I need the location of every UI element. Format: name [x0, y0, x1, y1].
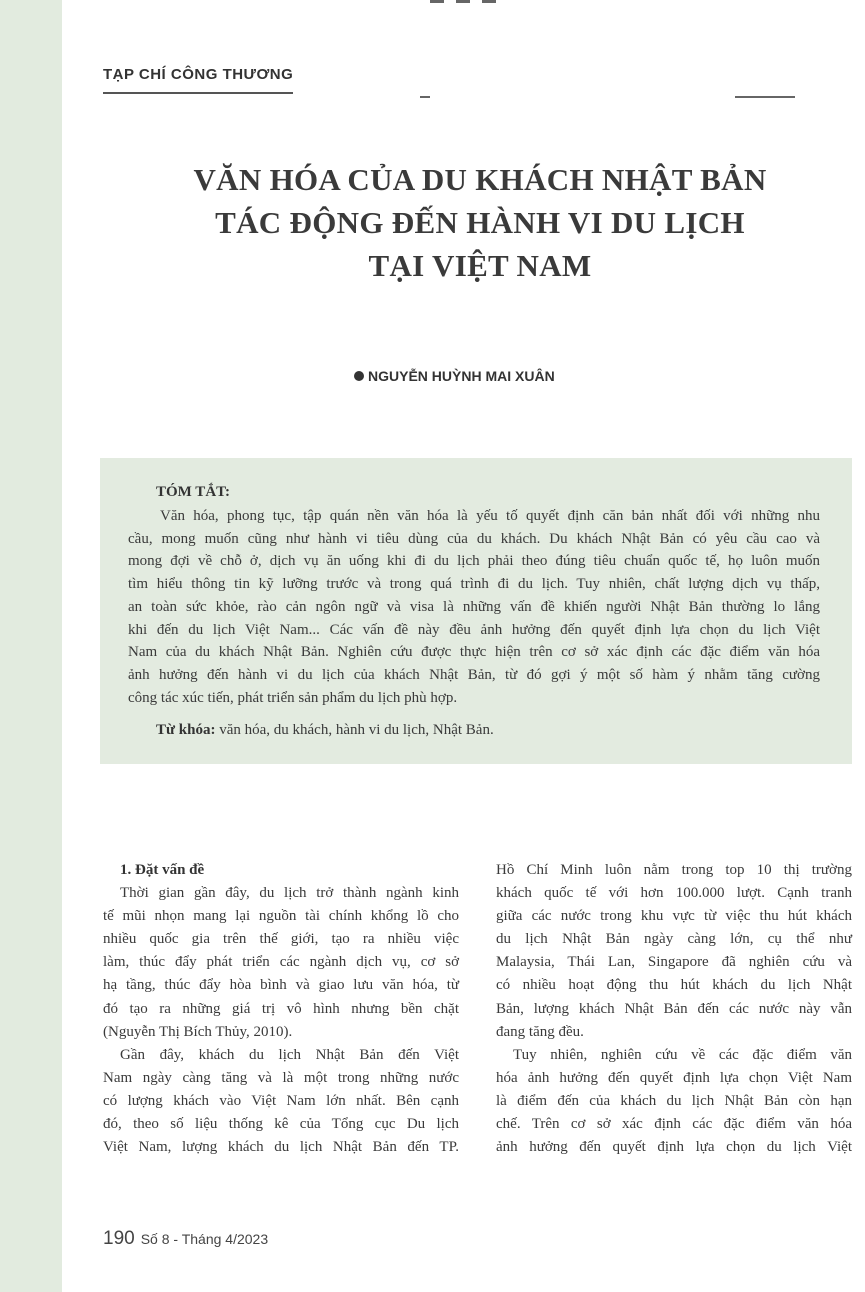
- body-line: Thời gian gần đây, du lịch trở thành ngành kinh: [120, 885, 459, 902]
- abstract-line: an toàn sức khỏe, rào cản ngôn ngữ và visa là những vấn đề khiến người Nhật Bản thường lo lắng: [128, 598, 820, 615]
- author-name: NGUYỄN HUỲNH MAI XUÂN: [368, 368, 555, 384]
- title-line: TẠI VIỆT NAM: [368, 248, 592, 283]
- body-line: tế mũi nhọn mang lại nguồn tài chính khổng lồ cho: [103, 908, 459, 925]
- body-line: Gần đây, khách du lịch Nhật Bản đến Việt: [120, 1046, 459, 1063]
- body-line: Bản, lượng khách Nhật Bản đến các nước này vẫn: [496, 1000, 852, 1017]
- body-line: đang tăng đều.: [496, 1023, 584, 1040]
- abstract-line: công tác xúc tiến, phát triển sản phẩm du lịch phù hợp.: [128, 689, 458, 706]
- body-line: có lượng khách vào Việt Nam lớn nhất. Bên cạnh: [103, 1092, 459, 1109]
- abstract-heading: TÓM TẮT:: [156, 484, 231, 500]
- abstract-line: tìm hiểu thông tin kỹ lưỡng trước và trong quá trình đi du lịch. Tuy nhiên, chất lượng dịch vụ thấp,: [128, 576, 820, 593]
- author-line: [354, 368, 555, 384]
- article-title: [100, 158, 860, 287]
- abstract-line: ảnh hưởng đến hành vi du lịch của khách Nhật Bản, từ đó gợi ý một số hàm ý nhằm tăng cường: [128, 666, 820, 683]
- body-line: làm, thúc đẩy phát triển các ngành dịch vụ, cơ sở: [103, 954, 459, 971]
- body-line: có nhiều hoạt động thu hút khách du lịch Nhật: [496, 977, 852, 994]
- body-line: Malaysia, Thái Lan, Singapore đã nghiên cứu và: [496, 954, 852, 971]
- top-crop-marks: [430, 0, 508, 8]
- issue-date: Tháng 4/2023: [181, 1231, 269, 1247]
- body-line: giữa các nước trong khu vực từ việc thu hút khách: [496, 908, 852, 925]
- body-line: khách quốc tế với hơn 100.000 lượt. Cạnh tranh: [496, 885, 852, 902]
- keywords: [156, 722, 494, 739]
- body-line: Việt Nam, lượng khách du lịch Nhật Bản đến TP.: [103, 1139, 459, 1156]
- title-line: TÁC ĐỘNG ĐẾN HÀNH VI DU LỊCH: [215, 205, 745, 240]
- body-line: Hồ Chí Minh luôn nằm trong top 10 thị trường: [496, 862, 852, 878]
- keywords-label: Từ khóa:: [156, 722, 216, 738]
- header-dash: [420, 96, 430, 98]
- page-margin-strip: [0, 0, 62, 1292]
- body-line: nhiều quốc gia trên thế giới, tạo ra nhiều việc: [103, 931, 459, 948]
- body-line: chế. Trên cơ sở xác định các đặc điểm văn hóa: [496, 1116, 852, 1133]
- abstract-text: [128, 505, 820, 709]
- bullet-icon: [354, 371, 364, 381]
- footer-separator: -: [169, 1231, 182, 1247]
- body-line: ảnh hưởng đến quyết định lựa chọn du lịch Việt: [496, 1139, 852, 1156]
- header-rule: [103, 92, 293, 94]
- abstract-line: mong đợi về chỗ ở, dịch vụ ăn uống khi đi du lịch phải theo đúng tiêu chuẩn quốc tế, họ luôn muốn: [128, 553, 820, 570]
- body-line: (Nguyễn Thị Bích Thủy, 2010).: [103, 1023, 293, 1040]
- title-line: VĂN HÓA CỦA DU KHÁCH NHẬT BẢN: [193, 162, 767, 197]
- body-line: du lịch Nhật Bản ngày càng lớn, cụ thể như: [496, 931, 852, 948]
- body-line: đó tạo ra những giá trị vô hình nhưng bền chặt: [103, 1000, 459, 1017]
- body-column-right: [496, 859, 852, 1159]
- page-number: 190: [103, 1228, 135, 1249]
- abstract-line: cầu, mong muốn cũng như hành vi tiêu dùng của du khách. Du khách Nhật Bản có yêu cầu cao và: [128, 530, 820, 547]
- abstract-line: khi đến du lịch Việt Nam... Các vấn đề này đều ảnh hưởng đến quyết định lựa chọn du lịch Việt: [128, 621, 820, 638]
- section-heading: 1. Đặt vấn đề: [120, 862, 205, 878]
- body-column-left: [103, 859, 459, 1159]
- body-line: Tuy nhiên, nghiên cứu về các đặc điểm văn: [513, 1046, 852, 1063]
- body-line: đó, theo số liệu thống kê của Tổng cục Du lịch: [103, 1116, 459, 1133]
- abstract-line: Văn hóa, phong tục, tập quán nền văn hóa là yếu tố quyết định căn bản nhất đối với những nhu: [160, 508, 820, 524]
- body-line: Nam ngày càng tăng và là một trong những nước: [103, 1069, 459, 1086]
- keywords-value: văn hóa, du khách, hành vi du lịch, Nhật Bản.: [215, 722, 494, 738]
- issue-number: Số 8: [140, 1231, 170, 1247]
- journal-name: TẠP CHÍ CÔNG THƯƠNG: [103, 66, 294, 83]
- page-footer: [103, 1228, 268, 1250]
- body-line: hạ tầng, thúc đẩy hòa bình và giao lưu văn hóa, từ: [103, 977, 459, 994]
- abstract-line: Nam của du khách Nhật Bản. Nghiên cứu được thực hiện trên cơ sở xác định các đặc điểm văn hóa: [128, 644, 820, 661]
- body-line: là điểm đến của khách du lịch Nhật Bản còn hạn: [496, 1092, 852, 1109]
- body-line: hóa ảnh hưởng đến quyết định lựa chọn Việt Nam: [496, 1069, 852, 1086]
- header-dash: [735, 96, 795, 98]
